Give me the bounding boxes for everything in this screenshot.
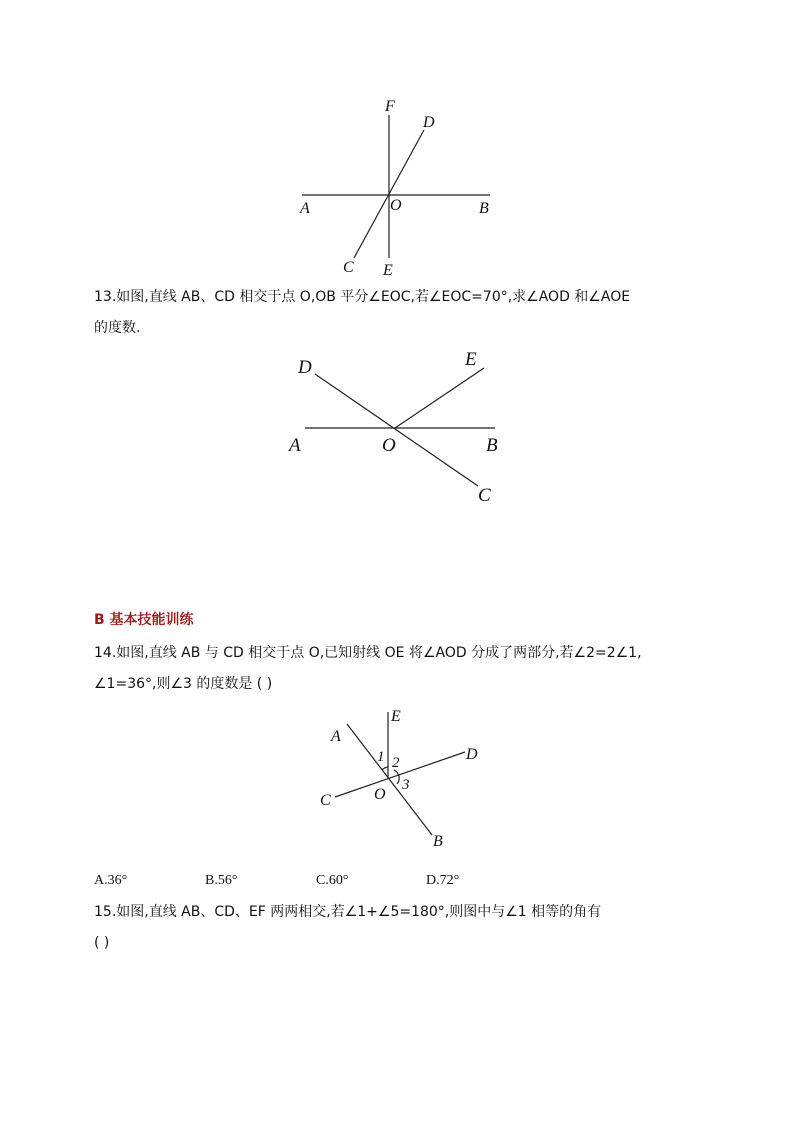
label-d: D bbox=[423, 114, 435, 131]
label-b: B bbox=[479, 200, 489, 217]
label-c: C bbox=[320, 792, 331, 809]
label-f: F bbox=[385, 98, 395, 115]
label-d: D bbox=[466, 746, 478, 763]
option-d[interactable]: D.72° bbox=[426, 873, 460, 888]
label-a: A bbox=[300, 200, 310, 217]
question-15-line-2: ( ) bbox=[94, 935, 110, 951]
label-a: A bbox=[289, 435, 301, 456]
label-b: B bbox=[433, 833, 443, 850]
label-a: A bbox=[331, 728, 341, 745]
label-e: E bbox=[383, 262, 393, 279]
label-d: D bbox=[298, 357, 312, 378]
question-14-options bbox=[94, 871, 514, 891]
line-cd bbox=[335, 752, 465, 797]
option-b[interactable]: B.56° bbox=[205, 873, 238, 888]
label-o: O bbox=[390, 197, 402, 214]
angle-label-2: 2 bbox=[392, 755, 400, 771]
label-c: C bbox=[343, 259, 354, 276]
question-13-line-1: 13.如图,直线 AB、CD 相交于点 O,OB 平分∠EOC,若∠EOC=70°,求∠AOD 和∠AOE bbox=[94, 289, 631, 305]
angle-label-1: 1 bbox=[377, 749, 385, 765]
label-o: O bbox=[374, 786, 386, 803]
label-e: E bbox=[391, 708, 401, 725]
question-15-line-1: 15.如图,直线 AB、CD、EF 两两相交,若∠1+∠5=180°,则图中与∠1 相等的角有 bbox=[94, 904, 602, 920]
option-a[interactable]: A.36° bbox=[94, 873, 128, 888]
question-14-line-1: 14.如图,直线 AB 与 CD 相交于点 O,已知射线 OE 将∠AOD 分成了两部分,若∠2=2∠1, bbox=[94, 645, 642, 661]
angle-1-arc bbox=[382, 767, 388, 770]
question-14-line-2: ∠1=36°,则∠3 的度数是 ( ) bbox=[94, 676, 273, 692]
label-c: C bbox=[478, 485, 491, 506]
label-o: O bbox=[382, 435, 396, 456]
section-heading-b: B 基本技能训练 bbox=[94, 612, 194, 628]
label-b: B bbox=[486, 435, 498, 456]
option-c[interactable]: C.60° bbox=[316, 873, 349, 888]
angle-label-3: 3 bbox=[402, 777, 410, 793]
question-13-line-2: 的度数. bbox=[94, 320, 141, 336]
angle-2-3-arc bbox=[394, 770, 399, 784]
label-e: E bbox=[465, 349, 477, 370]
line-ab bbox=[347, 724, 432, 835]
